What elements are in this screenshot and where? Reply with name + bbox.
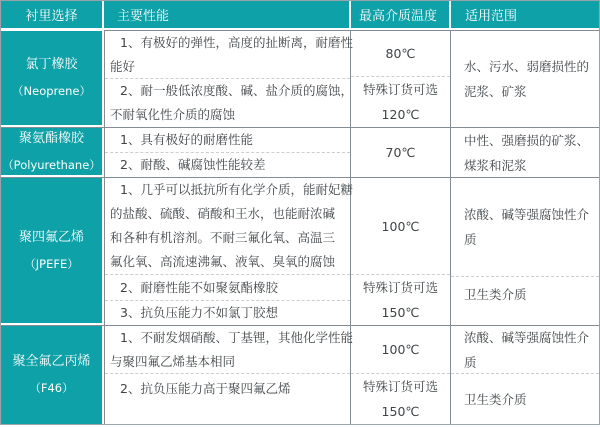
header-row bbox=[1, 1, 599, 30]
max-temperature-cell: 100℃ bbox=[351, 178, 450, 275]
temperature-column bbox=[351, 31, 451, 127]
application-column bbox=[451, 128, 599, 177]
performance-column bbox=[104, 128, 351, 177]
max-temperature-cell: 70℃ bbox=[385, 145, 416, 160]
lining-name-cell bbox=[1, 30, 104, 127]
temperature-column bbox=[351, 128, 451, 177]
performance-column bbox=[104, 326, 351, 424]
performance-item: 1、几乎可以抵抗所有化学介质，能耐妃糖 的盐酸、硫酸、硝酸和王水，也能耐浓碱 和各种有机溶剂。不耐三氟化氧、高温三 氟化氧、高流速沸氟、液氧、臭氧的腐蚀 bbox=[105, 178, 350, 275]
application-range-cell: 卫生类介质 bbox=[464, 287, 527, 302]
max-temperature-cell: 100℃ bbox=[351, 326, 450, 374]
application-column bbox=[451, 178, 599, 325]
performance-item: 2、耐磨性能不如聚氨酯橡胶 bbox=[105, 275, 350, 301]
application-column bbox=[451, 326, 599, 424]
lining-name-cell bbox=[1, 326, 104, 424]
table-row-f46 bbox=[1, 326, 599, 424]
table-row-neoprene bbox=[1, 30, 599, 128]
lining-alias: （F46） bbox=[29, 381, 74, 395]
performance-column bbox=[104, 178, 351, 325]
max-temperature-cell: 特殊订货可选 150℃ bbox=[362, 379, 438, 419]
lining-name-cell bbox=[1, 128, 104, 177]
lining-name: 聚全氟乙丙烯 bbox=[12, 354, 91, 369]
lining-name: 聚四氟乙烯 bbox=[18, 229, 84, 245]
max-temperature-cell: 特殊订货可选 120℃ bbox=[362, 82, 438, 122]
performance-item: 2、耐酸、碱腐蚀性能较差 bbox=[120, 157, 266, 172]
header-cell-performance: 主要性能 bbox=[104, 1, 351, 28]
application-range-cell: 水、污水、弱磨损性的 泥浆、矿浆 bbox=[464, 59, 590, 99]
performance-item: 2、耐一般低浓度酸、碱、盐介质的腐蚀， 不耐氧化性介质的腐蚀 bbox=[110, 83, 353, 122]
performance-item: 1、具有极好的耐磨性能 bbox=[105, 128, 350, 153]
header-cell-lining: 衬里选择 bbox=[1, 1, 104, 28]
application-range-cell: 中性、强磨损的矿浆、 煤浆和泥浆 bbox=[464, 133, 590, 173]
lining-name-cell bbox=[1, 178, 104, 325]
performance-item: 1、不耐发烟硝酸、丁基锂，其他化学性能 与聚四氟乙烯基本相同 bbox=[105, 326, 350, 374]
application-range-cell: 卫生类介质 bbox=[464, 391, 527, 407]
lining-alias: （Polyurethane） bbox=[2, 157, 101, 172]
table-row-ptfe bbox=[1, 178, 599, 326]
header-cell-max-temperature: 最高介质温度 bbox=[351, 1, 451, 28]
header-cell-application-range: 适用范围 bbox=[451, 1, 599, 28]
application-column bbox=[451, 31, 599, 127]
performance-item: 1、有极好的弹性，高度的扯断离，耐磨性 能好 bbox=[105, 31, 350, 79]
lining-alias: （JPEFE） bbox=[24, 256, 79, 271]
lining-alias: （Neoprene） bbox=[12, 84, 91, 98]
performance-column bbox=[104, 31, 351, 127]
application-range-cell: 浓酸、碱等强腐蚀性介 质 bbox=[451, 326, 599, 374]
table-row-polyurethane bbox=[1, 128, 599, 178]
performance-item: 3、抗负压能力不如氯丁胶想 bbox=[120, 305, 278, 320]
temperature-column bbox=[351, 326, 451, 424]
max-temperature-cell: 特殊订货可选 150℃ bbox=[362, 280, 438, 320]
lining-name: 聚氨酯橡胶 bbox=[18, 130, 84, 146]
lining-name: 氯丁橡胶 bbox=[25, 57, 78, 72]
max-temperature-cell: 80℃ bbox=[351, 31, 450, 77]
performance-item: 2、抗负压能力高于聚四氟乙烯 bbox=[120, 381, 291, 396]
temperature-column bbox=[351, 178, 451, 325]
application-range-cell: 浓酸、碱等强腐蚀性介 质 bbox=[451, 178, 599, 277]
